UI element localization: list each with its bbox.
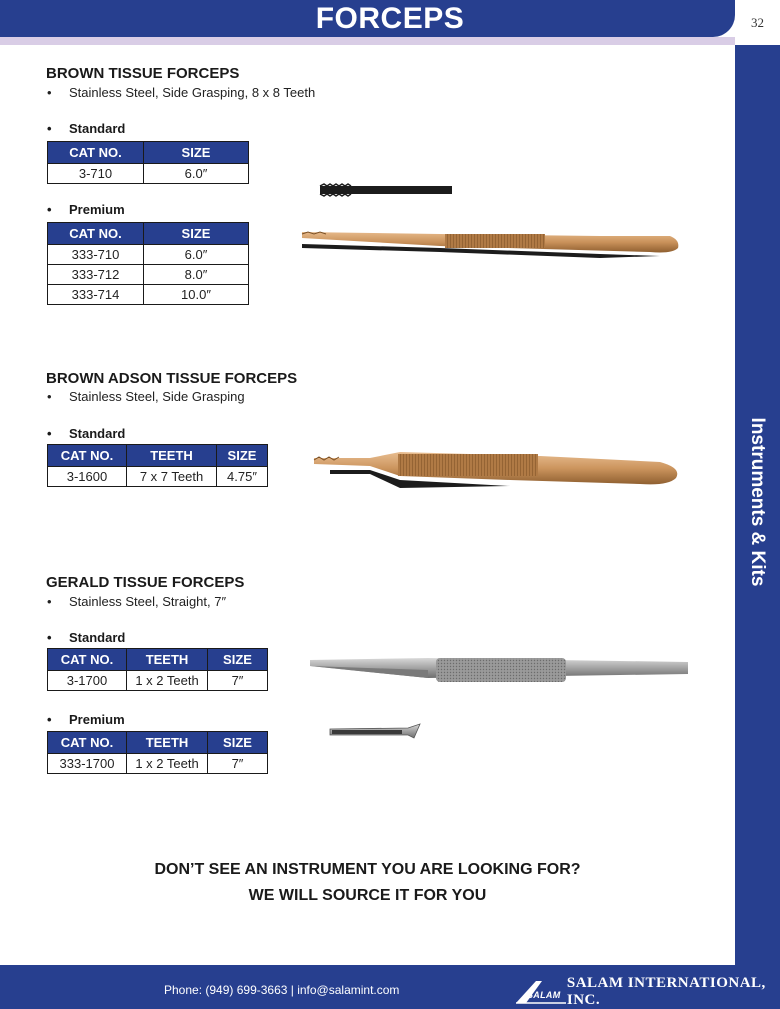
teeth-cell: 1 x 2 Teeth [127,671,208,691]
column-header: CAT NO. [48,732,127,754]
cat-no-cell: 333-714 [48,285,144,305]
teeth-cell: 7 x 7 Teeth [127,467,217,487]
variant-label-premium: • Premium [69,712,125,727]
cat-no-cell: 3-1600 [48,467,127,487]
section-title-brown-tissue: BROWN TISSUE FORCEPS [46,65,240,82]
page-title: FORCEPS [315,2,465,35]
spec-table-brown-premium [47,222,249,305]
cat-no-cell: 333-710 [48,245,144,265]
size-cell: 8.0″ [144,265,249,285]
page-number: 32 [751,15,764,30]
section-title-gerald: GERALD TISSUE FORCEPS [46,574,245,591]
gerald-forceps-image [308,650,692,688]
size-cell: 7″ [208,754,268,774]
section-desc-brown-adson: • Stainless Steel, Side Grasping [69,389,245,404]
section-title-brown-adson: BROWN ADSON TISSUE FORCEPS [46,370,298,387]
cat-no-cell: 3-710 [48,164,144,184]
cat-no-cell: 333-712 [48,265,144,285]
logo-mark-icon: SALAM [514,979,561,1005]
size-cell: 6.0″ [144,245,249,265]
column-header: CAT NO. [48,445,127,467]
variant-label-standard: • Standard [69,121,125,136]
column-header: TEETH [127,649,208,671]
forceps-tip-detail-image [318,183,454,197]
cta-sourcing-line: WE WILL SOURCE IT FOR YOU [248,887,487,904]
table-header-row [48,732,268,754]
variant-label-premium: • Premium [69,202,125,217]
column-header: TEETH [127,732,208,754]
column-header: CAT NO. [48,223,144,245]
cat-no-cell: 333-1700 [48,754,127,774]
side-tab-label: Instruments & Kits [747,417,768,587]
variant-label-standard: • Standard [69,630,125,645]
footer-contact: Phone: (949) 699-3663 | info@salamint.com [164,983,400,997]
table-row [48,467,268,487]
table-header-row [48,649,268,671]
brown-adson-forceps-image [310,444,686,494]
spec-table-gerald-premium [47,731,268,774]
column-header: SIZE [208,732,268,754]
column-header: SIZE [144,223,249,245]
section-desc-gerald: • Stainless Steel, Straight, 7″ [69,594,226,609]
section-desc-brown-tissue: • Stainless Steel, Side Grasping, 8 x 8 Teeth [69,85,315,100]
table-row [48,671,268,691]
size-cell: 4.75″ [217,467,268,487]
cat-no-cell: 3-1700 [48,671,127,691]
column-header: TEETH [127,445,217,467]
table-row [48,245,249,265]
column-header: SIZE [217,445,268,467]
column-header: CAT NO. [48,142,144,164]
table-row [48,265,249,285]
company-logo [514,975,780,1009]
teeth-cell: 1 x 2 Teeth [127,754,208,774]
table-row [48,754,268,774]
column-header: SIZE [208,649,268,671]
table-header-row [48,142,249,164]
column-header: CAT NO. [48,649,127,671]
table-row [48,164,249,184]
size-cell: 6.0″ [144,164,249,184]
header-underline [0,37,735,45]
column-header: SIZE [144,142,249,164]
size-cell: 10.0″ [144,285,249,305]
company-name: SALAM INTERNATIONAL, INC. [566,975,766,1008]
cta-question: DON’T SEE AN INSTRUMENT YOU ARE LOOKING FOR? [154,861,581,878]
table-row [48,285,249,305]
spec-table-adson-standard [47,444,268,487]
variant-label-standard: • Standard [69,426,125,441]
gerald-tip-detail-image [328,722,422,742]
size-cell: 7″ [208,671,268,691]
brown-tissue-forceps-image [300,226,682,262]
table-header-row [48,445,268,467]
spec-table-gerald-standard [47,648,268,691]
table-header-row [48,223,249,245]
spec-table-brown-standard [47,141,249,184]
